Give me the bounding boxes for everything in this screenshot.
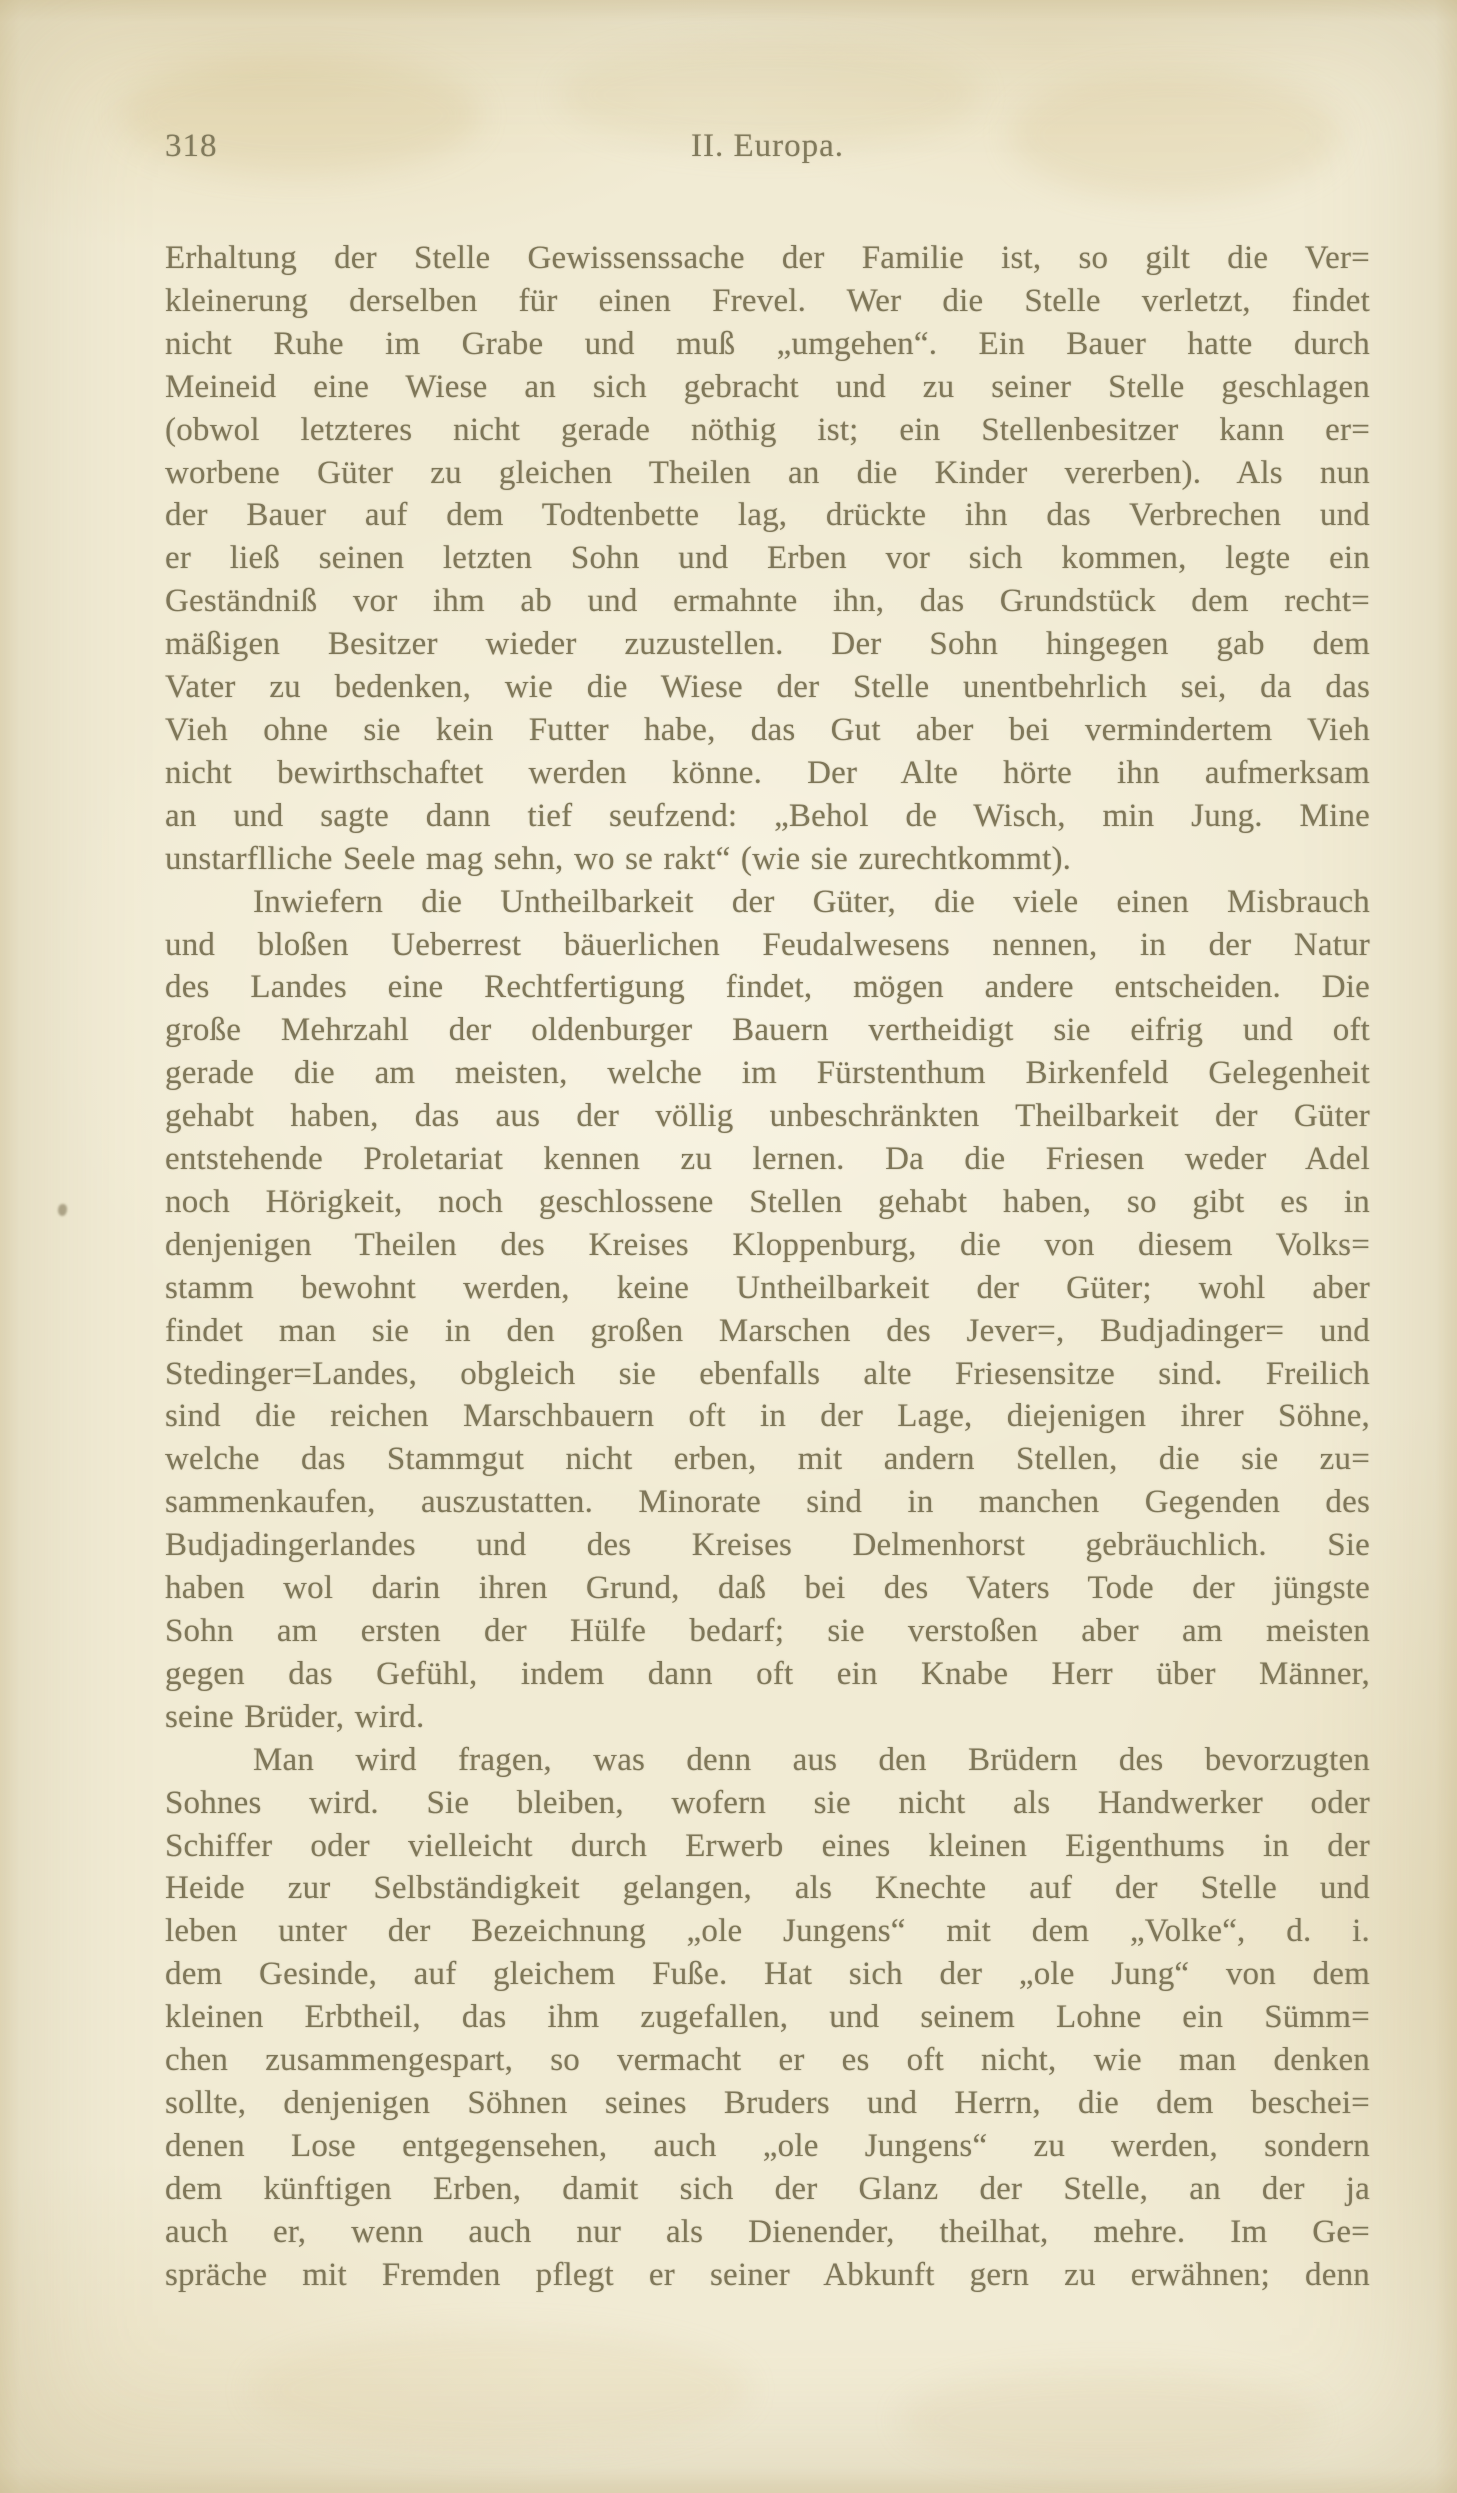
text-line: seine Brüder, wird. [165, 1698, 425, 1735]
text-line: an und sagte dann tief seufzend: „Behol de Wisch, min Jung. Mine [165, 797, 1370, 834]
text-line: Inwiefern die Untheilbarkeit der Güter, die viele einen Misbrauch [253, 883, 1370, 920]
text-line: Vieh ohne sie kein Futter habe, das Gut aber bei vermindertem Vieh [165, 711, 1370, 748]
text-line: Heide zur Selbständigkeit gelangen, als Knechte auf der Stelle und [165, 1870, 1370, 1907]
text-line: und bloßen Ueberrest bäuerlichen Feudalwesens nennen, in der Natur [165, 926, 1370, 963]
text-line: chen zusammengespart, so vermacht er es oft nicht, wie man denken [165, 2042, 1370, 2079]
text-line: spräche mit Fremden pflegt er seiner Abkunft gern zu erwähnen; denn [165, 2256, 1370, 2293]
text-line: mäßigen Besitzer wieder zuzustellen. Der Sohn hingegen gab dem [165, 626, 1370, 663]
running-head [165, 128, 1370, 172]
text-line: dem künftigen Erben, damit sich der Glanz der Stelle, an der ja [165, 2170, 1370, 2207]
text-line: (obwol letzteres nicht gerade nöthig ist; ein Stellenbesitzer kann er= [165, 411, 1370, 448]
text-line: sollte, denjenigen Söhnen seines Bruders und Herrn, die dem beschei= [165, 2084, 1370, 2121]
text-line: entstehende Proletariat kennen zu lernen. Da die Friesen weder Adel [165, 1141, 1370, 1178]
text-line: gegen das Gefühl, indem dann oft ein Knabe Herr über Männer, [165, 1655, 1370, 1692]
text-line: welche das Stammgut nicht erben, mit andern Stellen, die sie zu= [165, 1441, 1370, 1478]
text-line: haben wol darin ihren Grund, daß bei des Vaters Tode der jüngste [165, 1570, 1370, 1607]
text-line: sammenkaufen, auszustatten. Minorate sind in manchen Gegenden des [165, 1484, 1370, 1521]
text-line: leben unter der Bezeichnung „ole Jungens“ mit dem „Volke“, d. i. [165, 1913, 1370, 1950]
ink-fleck [58, 1204, 67, 1216]
text-line: Erhaltung der Stelle Gewissenssache der Familie ist, so gilt die Ver= [165, 240, 1370, 276]
text-line: kleinen Erbtheil, das ihm zugefallen, und seinem Lohne ein Sümm= [165, 1999, 1370, 2036]
text-line: Budjadingerlandes und des Kreises Delmenhorst gebräuchlich. Sie [165, 1527, 1370, 1564]
text-line: des Landes eine Rechtfertigung findet, mögen andere entscheiden. Die [165, 969, 1370, 1006]
text-line: Sohnes wird. Sie bleiben, wofern sie nicht als Handwerker oder [165, 1784, 1370, 1821]
text-line: findet man sie in den großen Marschen des Jever=, Budjadinger= und [165, 1312, 1370, 1349]
text-line: dem Gesinde, auf gleichem Fuße. Hat sich der „ole Jung“ von dem [165, 1956, 1370, 1993]
section-title: II. Europa. [690, 128, 845, 164]
text-line: Meineid eine Wiese an sich gebracht und zu seiner Stelle geschlagen [165, 368, 1370, 405]
text-line: große Mehrzahl der oldenburger Bauern vertheidigt sie eifrig und oft [165, 1012, 1370, 1049]
text-line: Schiffer oder vielleicht durch Erwerb eines kleinen Eigenthums in der [165, 1827, 1370, 1864]
body-text [165, 237, 1370, 2297]
text-line: denjenigen Theilen des Kreises Kloppenburg, die von diesem Volks= [165, 1226, 1370, 1263]
text-line: Stedinger=Landes, obgleich sie ebenfalls alte Friesensitze sind. Freilich [165, 1355, 1370, 1392]
text-line: kleinerung derselben für einen Frevel. Wer die Stelle verletzt, findet [165, 282, 1370, 319]
text-line: noch Hörigkeit, noch geschlossene Stellen gehabt haben, so gibt es in [165, 1183, 1370, 1220]
text-line: nicht bewirthschaftet werden könne. Der Alte hörte ihn aufmerksam [165, 754, 1370, 791]
page-number: 318 [165, 128, 218, 164]
text-line: gehabt haben, das aus der völlig unbeschränkten Theilbarkeit der Güter [165, 1098, 1370, 1135]
text-line: gerade die am meisten, welche im Fürstenthum Birkenfeld Gelegenheit [165, 1055, 1370, 1092]
text-line: worbene Güter zu gleichen Theilen an die Kinder vererben). Als nun [165, 454, 1370, 491]
text-line: Sohn am ersten der Hülfe bedarf; sie verstoßen aber am meisten [165, 1613, 1370, 1649]
text-line: unstarflliche Seele mag sehn, wo se rakt“ (wie sie zurechtkommt). [165, 840, 1072, 877]
paper-stain [250, 2330, 750, 2450]
text-line: er ließ seinen letzten Sohn und Erben vor sich kommen, legte ein [165, 540, 1370, 577]
text-line: stamm bewohnt werden, keine Untheilbarkeit der Güter; wohl aber [165, 1269, 1370, 1306]
text-line: Man wird fragen, was denn aus den Brüdern des bevorzugten [253, 1741, 1370, 1778]
paper-stain [900, 2370, 1320, 2470]
text-line: nicht Ruhe im Grabe und muß „umgehen“. Ein Bauer hatte durch [165, 325, 1370, 362]
text-line: Vater zu bedenken, wie die Wiese der Stelle unentbehrlich sei, da das [165, 669, 1370, 706]
text-line: der Bauer auf dem Todtenbette lag, drückte ihn das Verbrechen und [165, 497, 1370, 534]
text-line: sind die reichen Marschbauern oft in der Lage, diejenigen ihrer Söhne, [165, 1398, 1370, 1435]
text-line: denen Lose entgegensehen, auch „ole Jungens“ zu werden, sondern [165, 2127, 1370, 2164]
text-line: auch er, wenn auch nur als Dienender, theilhat, mehre. Im Ge= [165, 2213, 1370, 2250]
text-line: Geständniß vor ihm ab und ermahnte ihn, das Grundstück dem recht= [165, 583, 1370, 620]
